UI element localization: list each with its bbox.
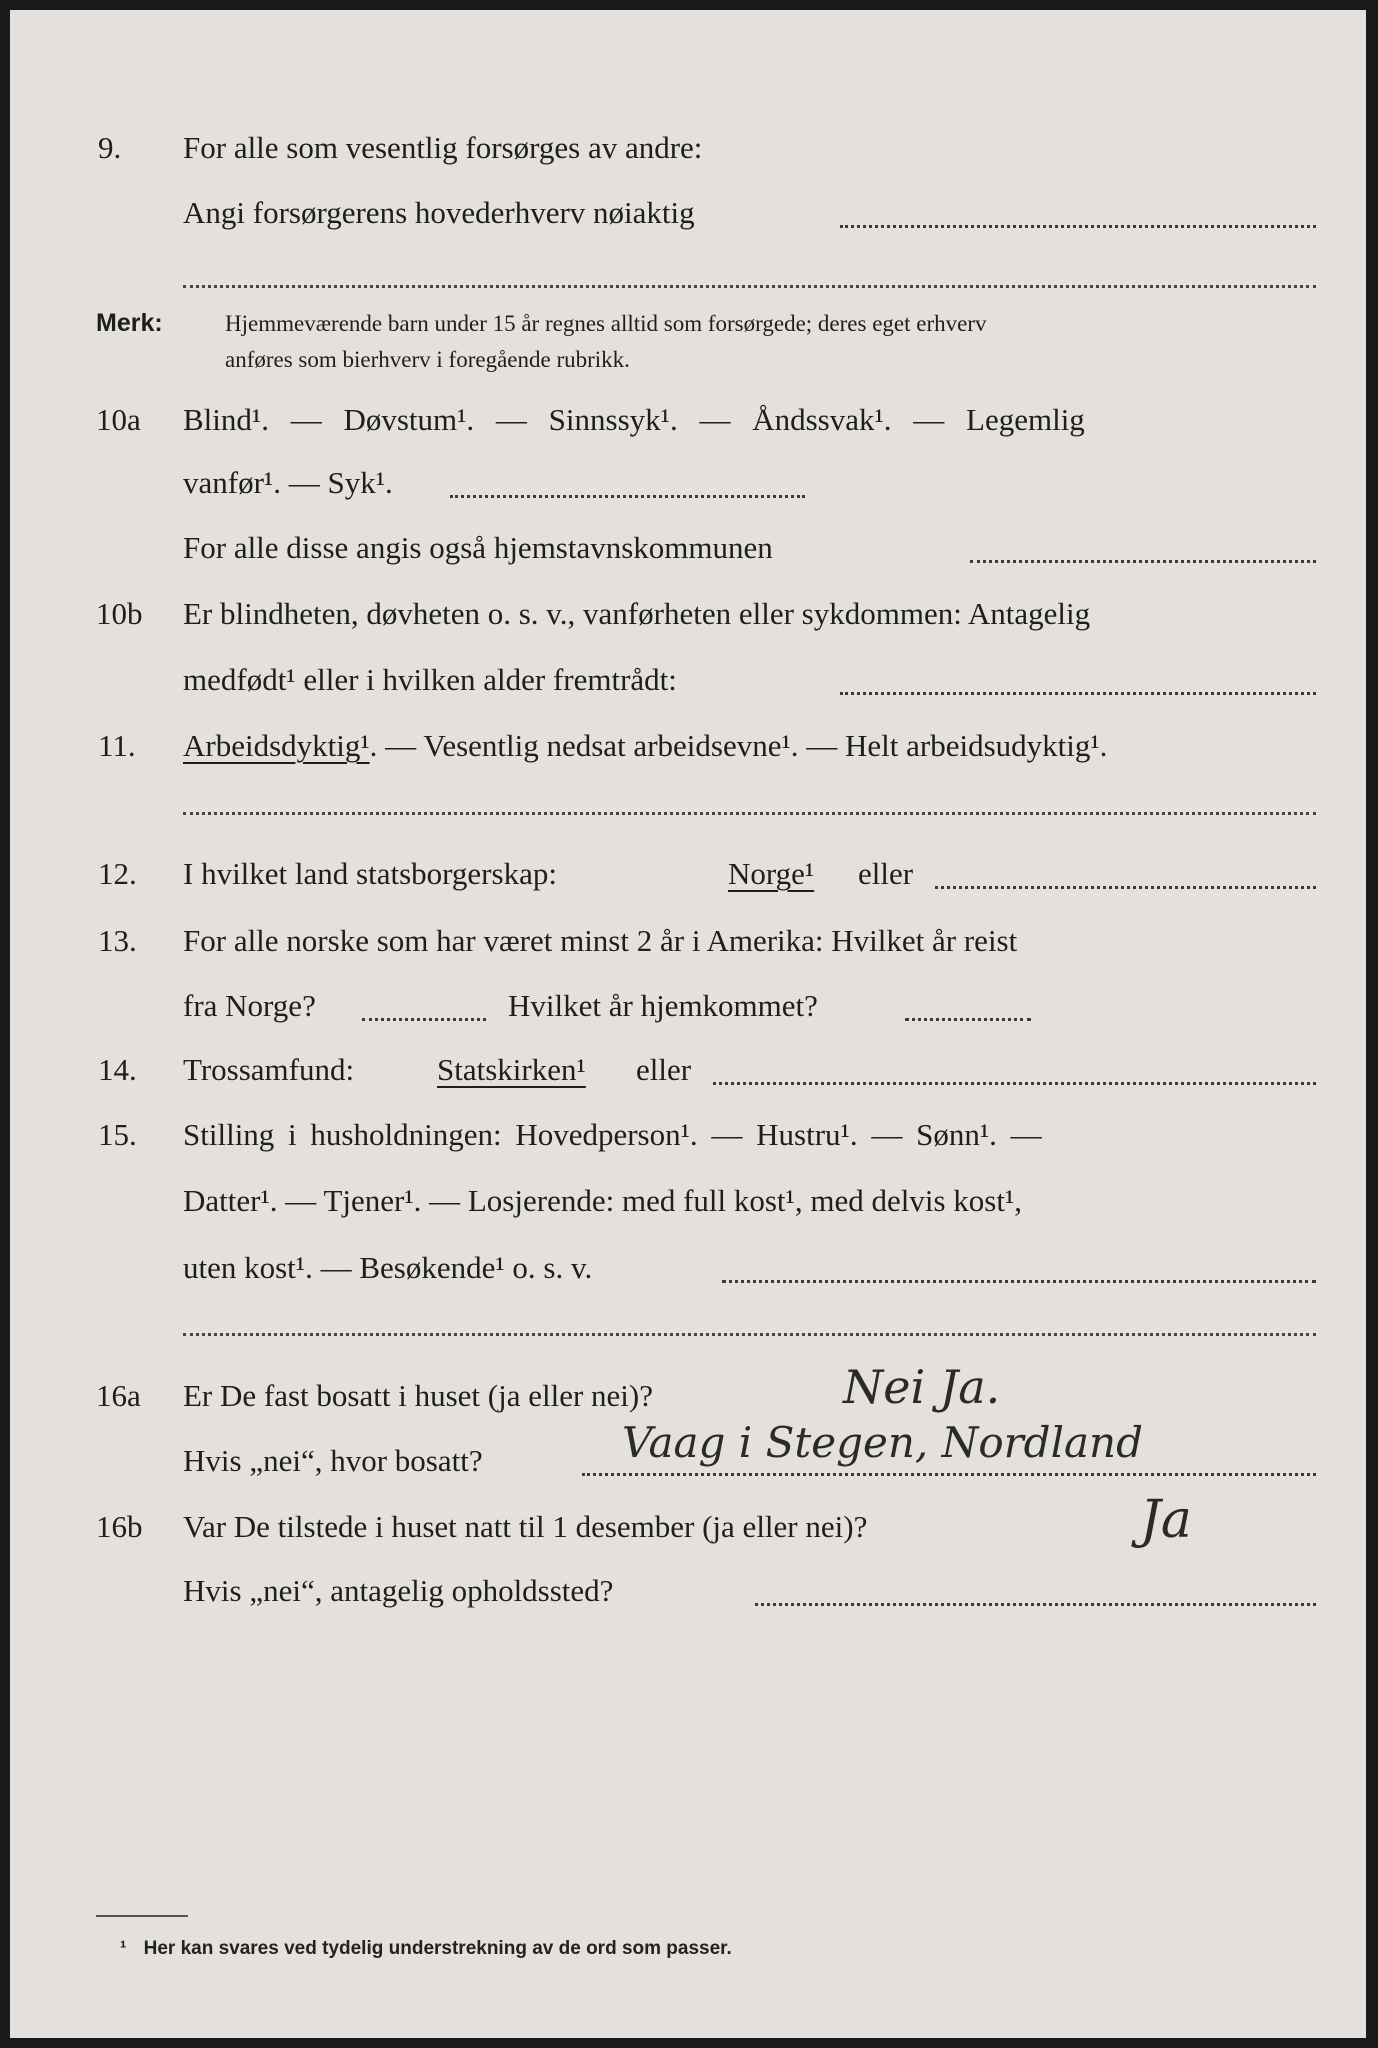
q14-eller: eller	[636, 1052, 692, 1087]
q15-text-1: Stilling i husholdningen: Hovedperson¹. — Hustru¹. — Sønn¹. —	[183, 1117, 1042, 1152]
q16b-handwritten-answer[interactable]: Ja	[1140, 1490, 1192, 1550]
q9-subtext: Angi forsørgerens hovederhverv nøiaktig	[183, 195, 695, 230]
q16a-handwritten-answer-2[interactable]: Vaag i Stegen, Nordland	[622, 1418, 1143, 1467]
q9-row	[10, 130, 1366, 174]
census-form-page	[10, 10, 1366, 2038]
footnote	[120, 1938, 732, 1960]
q9-number: 9.	[98, 130, 122, 165]
q15-number: 15.	[98, 1117, 137, 1152]
q9-answer-line[interactable]	[840, 225, 1316, 228]
q10a-number: 10a	[96, 402, 141, 437]
q15-text-3: uten kost¹. — Besøkende¹ o. s. v.	[183, 1250, 593, 1285]
q14-row	[10, 1052, 1366, 1096]
q13-text-1: For alle norske som har været minst 2 år i Amerika: Hvilket år reist	[183, 923, 1018, 958]
footnote-rule	[96, 1915, 188, 1917]
q10a-text-3: For alle disse angis også hjemstavnskommunen	[183, 530, 773, 565]
q16a-handwritten-answer-1[interactable]: Nei Ja.	[843, 1360, 1001, 1414]
q9-text: For alle som vesentlig forsørges av andre:	[183, 130, 703, 165]
q10a-text-1: Blind¹. — Døvstum¹. — Sinnssyk¹. — Åndssvak¹. — Legemlig	[183, 402, 1085, 437]
q10b-text-1: Er blindheten, døvheten o. s. v., vanførheten eller sykdommen: Antagelig	[183, 596, 1091, 631]
q14-number: 14.	[98, 1052, 137, 1087]
merk-text-2: anføres som bierhverv i foregående rubrikk.	[225, 347, 630, 372]
q10a-row-2	[10, 465, 1366, 509]
q9-answer-line-2[interactable]	[183, 285, 1316, 288]
footnote-text: Her kan svares ved tydelig understrekning av de ord som passer.	[143, 1938, 732, 1959]
q13-label-left: fra Norge?	[183, 988, 316, 1023]
q16a-number: 16a	[96, 1378, 141, 1413]
q16a-text-1: Er De fast bosatt i huset (ja eller nei)?	[183, 1378, 653, 1413]
q13-left-answer-line[interactable]	[362, 1018, 486, 1021]
q15-row	[10, 1117, 1366, 1161]
q12-number: 12.	[98, 856, 137, 891]
q13-label-right: Hvilket år hjemkommet?	[508, 988, 818, 1023]
q10a-row	[10, 402, 1366, 446]
q11-row	[10, 728, 1366, 772]
q15-row-2	[10, 1183, 1366, 1227]
q14-option-statskirken[interactable]: Statskirken¹	[437, 1052, 586, 1087]
q11-text	[183, 728, 1107, 764]
q12-text: I hvilket land statsborgerskap:	[183, 856, 557, 891]
q10a-row-3	[10, 530, 1366, 574]
q10b-text-2: medfødt¹ eller i hvilken alder fremtrådt:	[183, 662, 677, 697]
q11-option-arbeidsdyktig[interactable]: Arbeidsdyktig¹	[183, 728, 370, 763]
q13-right-answer-line[interactable]	[905, 1018, 1031, 1021]
q16b-text-2: Hvis „nei“, antagelig opholdssted?	[183, 1573, 614, 1608]
q11-text-rest: . — Vesentlig nedsat arbeidsevne¹. — Helt arbeidsudyktig¹.	[369, 728, 1108, 763]
q13-row-2	[10, 988, 1366, 1032]
q10b-row	[10, 596, 1366, 640]
merk-label: Merk:	[96, 309, 163, 337]
q10a-answer-line[interactable]	[450, 495, 805, 498]
q10b-row-2	[10, 662, 1366, 706]
q16b-answer-line[interactable]	[755, 1603, 1316, 1606]
q14-answer-line[interactable]	[713, 1082, 1316, 1085]
merk-row-2	[10, 343, 1366, 387]
q10b-answer-line[interactable]	[840, 692, 1316, 695]
q15-text-2: Datter¹. — Tjener¹. — Losjerende: med full kost¹, med delvis kost¹,	[183, 1183, 1022, 1218]
q10b-number: 10b	[96, 596, 143, 631]
q12-option-norge[interactable]: Norge¹	[728, 856, 815, 891]
merk-text-1: Hjemmeværende barn under 15 år regnes alltid som forsørgede; deres eget erhverv	[225, 311, 987, 336]
q10a-text-2: vanfør¹. — Syk¹.	[183, 465, 393, 500]
q10a-hometown-line[interactable]	[970, 560, 1316, 563]
q13-number: 13.	[98, 923, 137, 958]
q16b-number: 16b	[96, 1509, 143, 1544]
q11-number: 11.	[98, 728, 136, 763]
q12-eller: eller	[858, 856, 914, 891]
q16b-text-1: Var De tilstede i huset natt til 1 desember (ja eller nei)?	[183, 1509, 868, 1544]
q15-answer-line-2[interactable]	[183, 1333, 1316, 1336]
q11-answer-line[interactable]	[183, 812, 1316, 815]
q12-row	[10, 856, 1366, 900]
q13-row	[10, 923, 1366, 967]
q9-row-2	[10, 195, 1366, 239]
q15-row-3	[10, 1250, 1366, 1294]
q16b-row-2	[10, 1573, 1366, 1617]
q16a-answer-line[interactable]	[582, 1473, 1316, 1476]
q16a-row	[10, 1378, 1366, 1422]
q15-answer-line[interactable]	[722, 1280, 1316, 1283]
q14-text: Trossamfund:	[183, 1052, 355, 1087]
q16a-text-2: Hvis „nei“, hvor bosatt?	[183, 1443, 483, 1478]
footnote-mark: ¹	[120, 1938, 127, 1959]
q12-answer-line[interactable]	[935, 886, 1316, 889]
